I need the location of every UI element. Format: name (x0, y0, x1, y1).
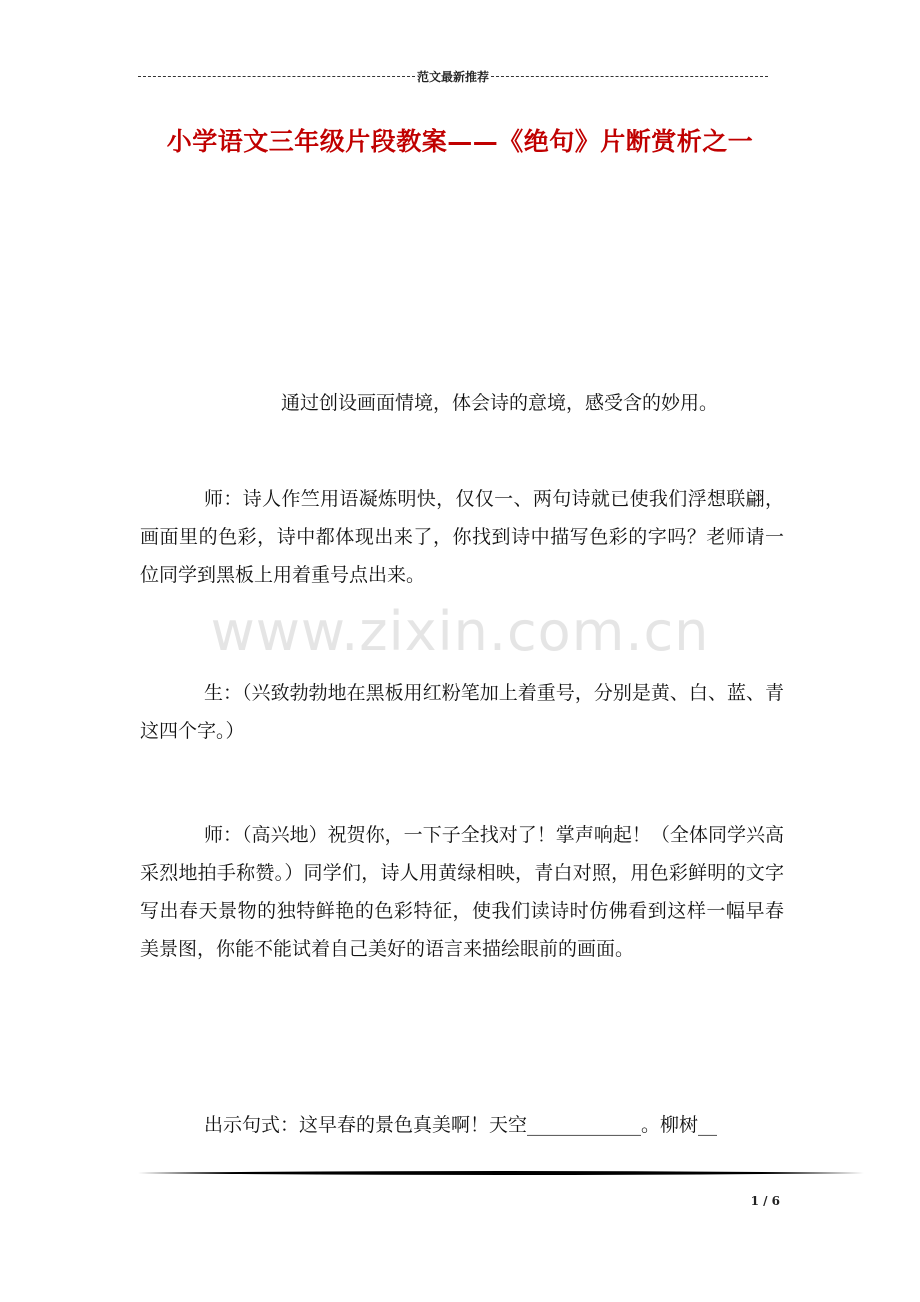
page-header (138, 68, 768, 85)
header-dash-right (491, 76, 768, 77)
paragraph-sentence-pattern: 出示句式：这早春的景色真美啊！天空____________。柳树__ (204, 1114, 718, 1136)
paragraph-intro: 通过创设画面情境，体会诗的意境，感受含的妙用。 (281, 392, 719, 414)
page-number: 1 / 6 (750, 1194, 780, 1208)
paragraph-student: 生：（兴致勃勃地在黑板用红粉笔加上着重号，分别是黄、白、蓝、青这四个字。） (140, 682, 784, 742)
paragraph-teacher-1: 师：诗人作竺用语凝炼明快，仅仅一、两句诗就已使我们浮想联翩，画面里的色彩，诗中都体现出来了，你找到诗中描写色彩的字吗？老师请一位同学到黑板上用着重号点出来。 (140, 488, 784, 586)
document-title: 小学语文三年级片段教案——《绝句》片断赏析之一 (166, 127, 754, 156)
paragraph-teacher-2: 师：（高兴地）祝贺你，一下子全找对了！掌声响起！（全体同学兴高采烈地拍手称赞。）同学们，诗人用黄绿相映，青白对照，用色彩鲜明的文字写出春天景物的独特鲜艳的色彩特征，使我们读诗时仿佛看到这样一幅早春美景图，你能不能试着自己美好的语言来描绘眼前的画面。 (140, 824, 784, 960)
header-text: 范文最新推荐 (417, 70, 490, 84)
header-dash-left (138, 76, 415, 77)
watermark: www.zixin.com.cn (210, 600, 710, 663)
footer-rule (138, 1170, 864, 1176)
